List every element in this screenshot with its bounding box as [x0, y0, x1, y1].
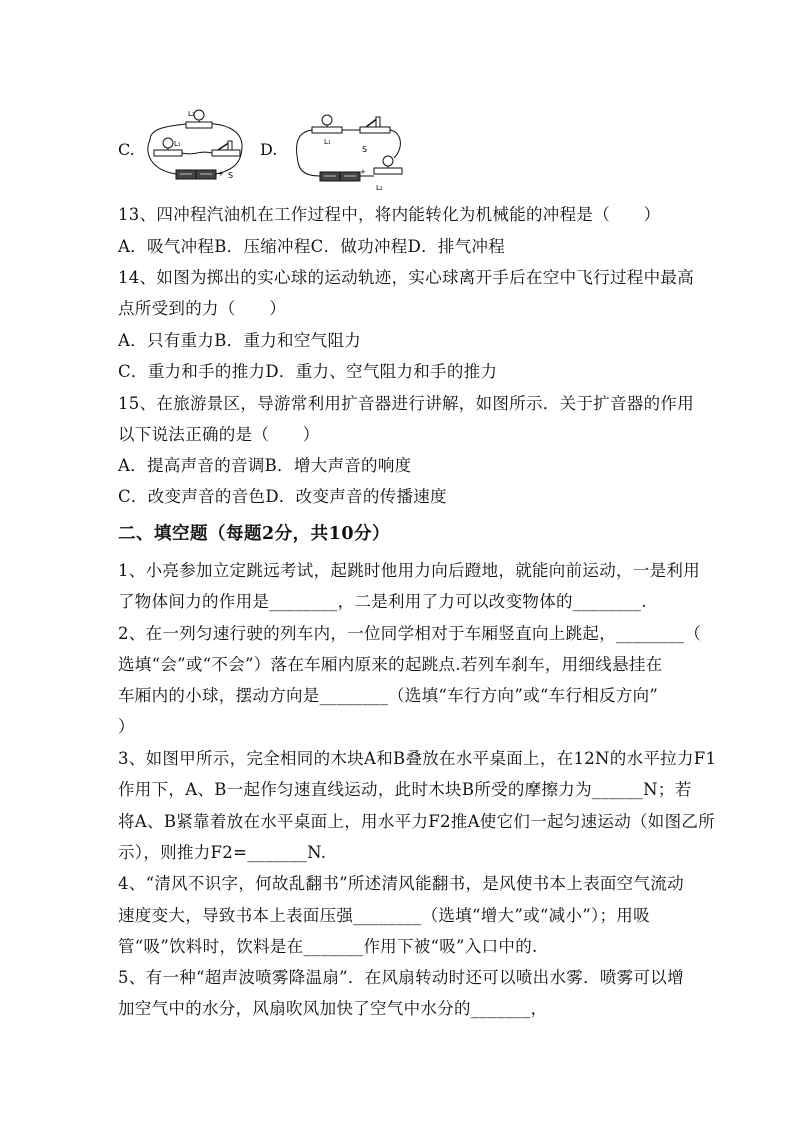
c-s-label: S — [228, 171, 234, 180]
d-l2-label: L₂ — [376, 184, 383, 192]
section-title-fill-in: 二、填空题（每题2分，共10分） — [118, 524, 391, 544]
d-l1-label: L₁ — [324, 138, 331, 146]
fill-q2-line3: 车厢内的小球，摆动方向是________（选填“车行方向”或“车行相反方向” — [118, 686, 659, 705]
fill-q1-line2: 了物体间力的作用是________，二是利用了力可以改变物体的________. — [118, 592, 647, 611]
fill-q4-line2: 速度变大，导致书本上表面压强________（选填“增大”或“减小”）；用吸 — [118, 906, 650, 925]
fill-q3-line2: 作用下，A、B一起作匀速直线运动，此时木块B所受的摩擦力为______N；若 — [118, 780, 692, 799]
q15-options-cd: C．改变声音的音色D．改变声音的传播速度 — [118, 487, 447, 506]
svg-text:+: + — [218, 170, 224, 178]
fill-q3-line4: 示），则推力F2=_______N. — [118, 843, 327, 862]
q14-options-ab: A．只有重力B．重力和空气阻力 — [118, 331, 362, 350]
svg-text:+: + — [360, 168, 366, 176]
fill-q5-line2: 加空气中的水分，风扇吹风加快了空气中水分的_______， — [118, 999, 548, 1018]
fill-q2-line2: 选填“会”或“不会”）落在车厢内原来的起跳点.若列车刹车，用细线悬挂在 — [118, 655, 663, 674]
option-c-label: C. — [118, 140, 135, 159]
q15-stem-line2: 以下说法正确的是（ ） — [118, 425, 320, 444]
q13-options: A．吸气冲程B．压缩冲程C．做功冲程D．排气冲程 — [118, 237, 506, 256]
fill-q1-line1: 1、小亮参加立定跳远考试，起跳时他用力向后蹬地，就能向前运动，一是利用 — [118, 561, 700, 580]
fill-q3-line1: 3、如图甲所示，完全相同的木块A和B叠放在水平桌面上，在12N的水平拉力F1 — [118, 749, 717, 768]
circuit-diagram-d — [290, 102, 408, 194]
fill-q4-line3: 管“吸”饮料时，饮料是在_______作用下被“吸”入口中的. — [118, 937, 538, 956]
fill-q2-line4: ） — [118, 717, 135, 736]
option-d-label: D. — [260, 140, 278, 159]
c-l2-label: L₂ — [188, 110, 195, 118]
q15-options-ab: A．提高声音的音调B．增大声音的响度 — [118, 456, 412, 475]
fill-q3-line3: 将A、B紧靠着放在水平桌面上，用水平力F2推A使它们一起匀速运动（如图乙所 — [118, 812, 716, 831]
q15-stem-line1: 15、在旅游景区，导游常利用扩音器进行讲解，如图所示．关于扩音器的作用 — [118, 394, 694, 413]
fill-q4-line1: 4、“清风不识字，何故乱翻书”所述清风能翻书，是风使书本上表面空气流动 — [118, 874, 684, 893]
q14-stem-line2: 点所受到的力（ ） — [118, 299, 286, 318]
circuit-diagram-c — [138, 100, 246, 190]
fill-q2-line1: 2、在一列匀速行驶的列车内，一位同学相对于车厢竖直向上跳起，________（ — [118, 624, 702, 643]
c-l1-label: L₁ — [174, 140, 181, 148]
d-s-label: S — [362, 145, 368, 154]
q14-options-cd: C．重力和手的推力D．重力、空气阻力和手的推力 — [118, 362, 498, 381]
q14-stem-line1: 14、如图为掷出的实心球的运动轨迹，实心球离开手后在空中飞行过程中最高 — [118, 268, 694, 287]
q13-stem: 13、四冲程汽油机在工作过程中，将内能转化为机械能的冲程是（ ） — [118, 205, 661, 224]
fill-q5-line1: 5、有一种“超声波喷雾降温扇”．在风扇转动时还可以喷出水雾．喷雾可以增 — [118, 968, 684, 987]
